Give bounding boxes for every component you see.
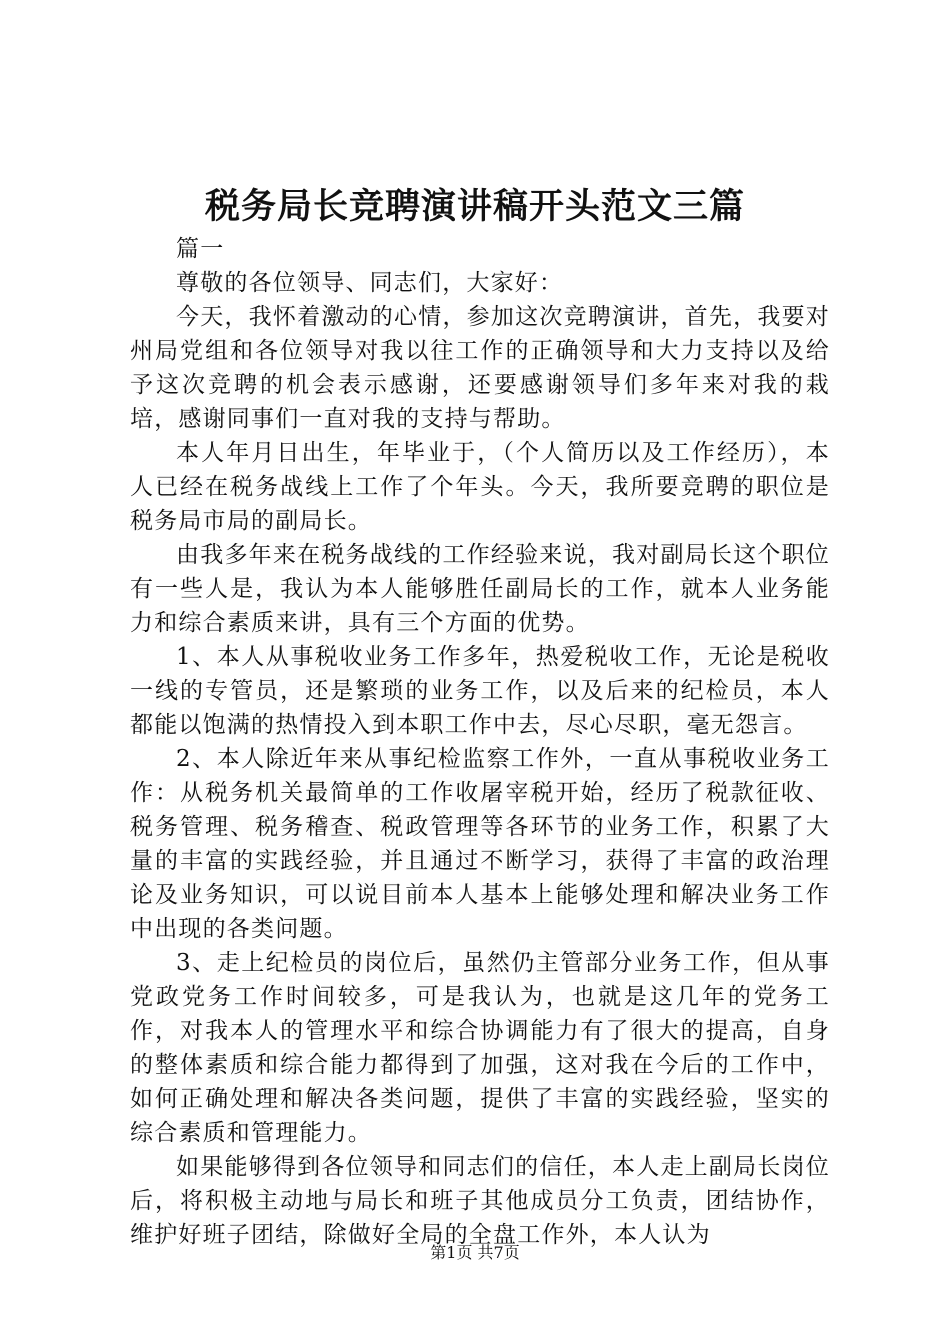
salutation: 尊敬的各位领导、同志们，大家好：	[176, 270, 564, 296]
document-body	[130, 232, 830, 1252]
paragraph: 2、本人除近年来从事纪检监察工作外，一直从事税收业务工作：从税务机关最简单的工作收屠宰税开始，经历了税款征收、税务管理、税务稽查、税政管理等各环节的业务工作，积累了大量的丰富的实践经验，并且通过不断学习，获得了丰富的政治理论及业务知识，可以说目前本人基本上能够处理和解决业务工作中出现的各类问题。	[130, 746, 830, 942]
paragraph: 如果能够得到各位领导和同志们的信任，本人走上副局长岗位后，将积极主动地与局长和班子其他成员分工负责，团结协作，维护好班子团结，除做好全局的全盘工作外，本人认为	[130, 1154, 830, 1248]
paragraph: 本人年月日出生，年毕业于，（个人简历以及工作经历），本人已经在税务战线上工作了个年头。今天，我所要竞聘的职位是税务局市局的副局长。	[130, 440, 830, 534]
document-title: 税务局长竞聘演讲稿开头范文三篇	[204, 186, 745, 227]
page-number-footer: 第1页 共7页	[430, 1243, 520, 1262]
paragraph: 由我多年来在税务战线的工作经验来说，我对副局长这个职位有一些人是，我认为本人能够胜任副局长的工作，就本人业务能力和综合素质来讲，具有三个方面的优势。	[130, 542, 830, 636]
section-heading: 篇一	[176, 236, 225, 262]
paragraph: 1、本人从事税收业务工作多年，热爱税收工作，无论是税收一线的专管员，还是繁琐的业务工作，以及后来的纪检员，本人都能以饱满的热情投入到本职工作中去，尽心尽职，毫无怨言。	[130, 644, 830, 738]
paragraph: 3、走上纪检员的岗位后，虽然仍主管部分业务工作，但从事党政党务工作时间较多，可是我认为，也就是这几年的党务工作，对我本人的管理水平和综合协调能力有了很大的提高，自身的整体素质和综合能力都得到了加强，这对我在今后的工作中，如何正确处理和解决各类问题，提供了丰富的实践经验，坚实的综合素质和管理能力。	[130, 950, 830, 1146]
paragraph: 今天，我怀着激动的心情，参加这次竞聘演讲，首先，我要对州局党组和各位领导对我以往工作的正确领导和大力支持以及给予这次竞聘的机会表示感谢，还要感谢领导们多年来对我的栽培，感谢同事们一直对我的支持与帮助。	[130, 304, 830, 432]
